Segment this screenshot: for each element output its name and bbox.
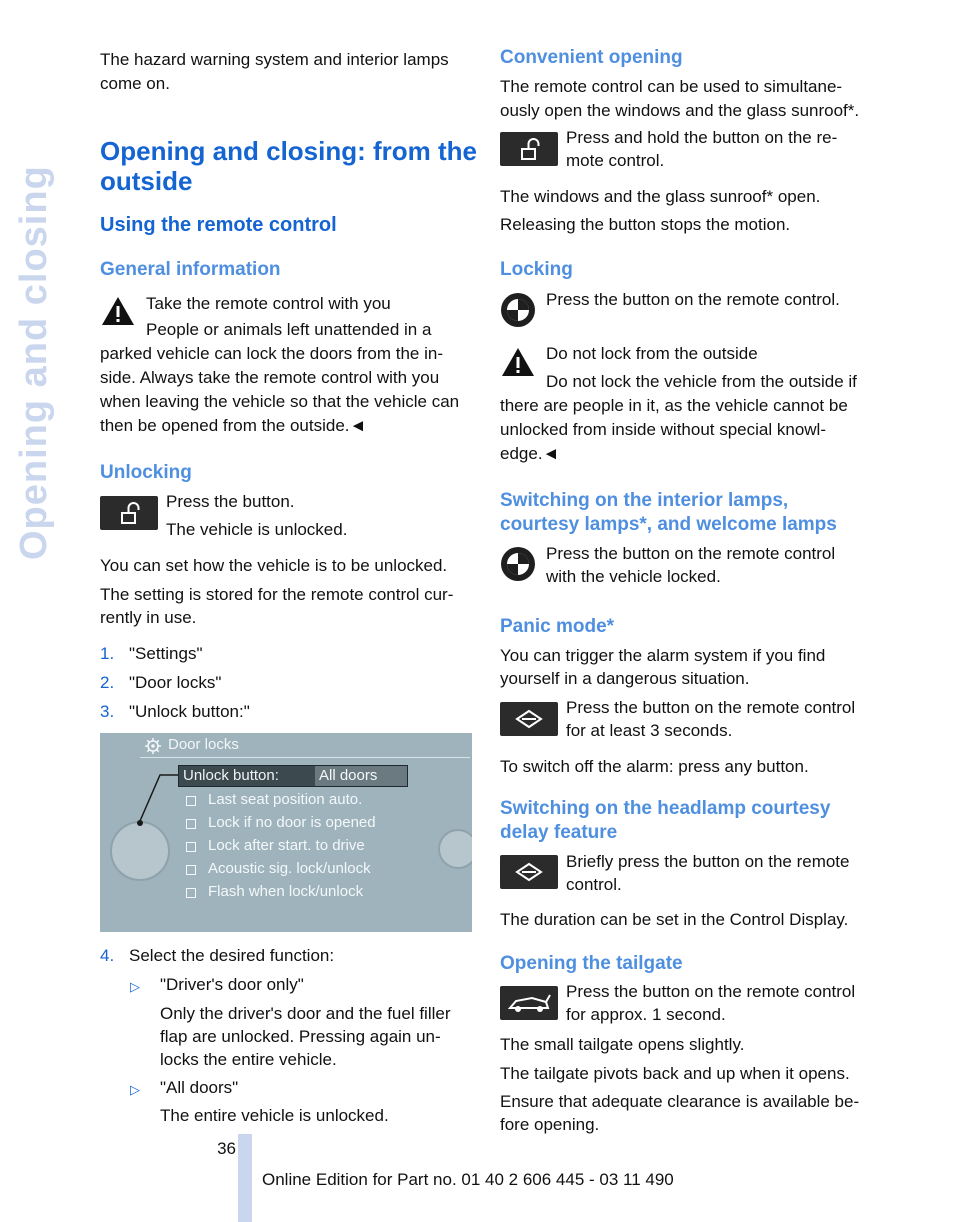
paragraph: side. Always take the remote control with you: [100, 368, 440, 387]
paragraph: edge.◄: [500, 444, 560, 463]
paragraph: locks the entire vehicle.: [160, 1050, 337, 1069]
paragraph: The windows and the glass sunroof* open.: [500, 187, 821, 206]
unlock-icon: [500, 132, 558, 166]
paragraph: People or animals left unattended in a: [146, 320, 432, 339]
list-item: 4. Select the desired function:: [100, 946, 335, 965]
paragraph: unlocked from inside without special knowl-: [500, 420, 826, 439]
paragraph: Press the button on the remote control.: [546, 290, 840, 309]
paragraph: The setting is stored for the remote control cur-: [100, 585, 454, 604]
screen-option: Acoustic sig. lock/unlock: [208, 860, 371, 877]
section-heading: outside: [100, 166, 193, 196]
subheading-headlamp: delay feature: [500, 822, 618, 843]
paragraph: You can trigger the alarm system if you find: [500, 646, 826, 665]
subheading-convenient: Convenient opening: [500, 47, 683, 68]
paragraph: flap are unlocked. Pressing again un-: [160, 1027, 441, 1046]
option-title: "Driver's door only": [160, 975, 304, 994]
paragraph: The small tailgate opens slightly.: [500, 1035, 745, 1054]
list-item: 3. "Unlock button:": [100, 702, 250, 721]
option-title: "All doors": [160, 1078, 239, 1097]
paragraph: there are people in it, as the vehicle cannot be: [500, 396, 848, 415]
callout-line: [100, 733, 472, 932]
footer-edition-text: Online Edition for Part no. 01 40 2 606 445 - 03 11 490: [262, 1170, 674, 1189]
panic-arrows-icon: [500, 702, 558, 736]
paragraph: To switch off the alarm: press any button.: [500, 757, 809, 776]
door-locks-screen-image: [100, 733, 472, 932]
warning-title: Take the remote control with you: [146, 294, 391, 313]
subsection-heading: Using the remote control: [100, 214, 337, 236]
subheading-lamps: courtesy lamps*, and welcome lamps: [500, 514, 837, 535]
paragraph: Briefly press the button on the remote: [566, 852, 850, 871]
paragraph: Only the driver's door and the fuel filler: [160, 1004, 451, 1023]
subheading-headlamp: Switching on the headlamp courtesy: [500, 798, 831, 819]
paragraph: The entire vehicle is unlocked.: [160, 1106, 389, 1125]
paragraph: The duration can be set in the Control Display.: [500, 910, 849, 929]
page-number: 36: [217, 1139, 236, 1158]
warning-title: Do not lock from the outside: [546, 344, 758, 363]
paragraph: for at least 3 seconds.: [566, 721, 733, 740]
bullet-icon: ▷: [130, 1082, 140, 1097]
paragraph: Press the button on the remote control: [566, 698, 856, 717]
paragraph: ously open the windows and the glass sunroof*.: [500, 101, 860, 120]
paragraph: You can set how the vehicle is to be unlocked.: [100, 556, 448, 575]
subheading-general: General information: [100, 259, 281, 280]
paragraph: Press the button on the remote control: [566, 982, 856, 1001]
paragraph: when leaving the vehicle so that the vehicle can: [100, 392, 460, 411]
paragraph: Press and hold the button on the re-: [566, 128, 838, 147]
paragraph: come on.: [100, 74, 170, 93]
subheading-panic: Panic mode*: [500, 616, 615, 637]
subheading-locking: Locking: [500, 259, 573, 280]
screen-option: Lock if no door is opened: [208, 814, 376, 831]
unlock-icon: [100, 496, 158, 530]
paragraph: The vehicle is unlocked.: [166, 520, 348, 539]
subheading-tailgate: Opening the tailgate: [500, 953, 683, 974]
paragraph: Do not lock the vehicle from the outside if: [546, 372, 857, 391]
unlock-button-selector: Unlock button: All doors: [178, 765, 408, 787]
section-heading: Opening and closing: from the: [100, 136, 477, 166]
screen-option: Last seat position auto.: [208, 791, 363, 808]
paragraph: Press the button.: [166, 492, 295, 511]
screen-option: Flash when lock/unlock: [208, 883, 364, 900]
paragraph: fore opening.: [500, 1115, 600, 1134]
paragraph: Press the button on the remote control: [546, 544, 836, 563]
paragraph: for approx. 1 second.: [566, 1005, 726, 1024]
screen-title: Door locks: [168, 736, 239, 753]
side-chapter-title: Opening and closing: [13, 165, 55, 560]
subheading-unlocking: Unlocking: [100, 462, 192, 483]
bmw-logo-icon: [500, 292, 536, 328]
paragraph: Releasing the button stops the motion.: [500, 215, 791, 234]
bmw-logo-icon: [500, 546, 536, 582]
screen-option: Lock after start. to drive: [208, 837, 365, 854]
paragraph: then be opened from the outside.◄: [100, 416, 367, 435]
footer-bar: [238, 1134, 252, 1222]
paragraph: The tailgate pivots back and up when it opens.: [500, 1064, 850, 1083]
list-item: 2. "Door locks": [100, 673, 222, 692]
paragraph: rently in use.: [100, 608, 197, 627]
bullet-icon: ▷: [130, 979, 140, 994]
paragraph: parked vehicle can lock the doors from the in-: [100, 344, 444, 363]
paragraph: yourself in a dangerous situation.: [500, 669, 750, 688]
paragraph: with the vehicle locked.: [546, 567, 721, 586]
paragraph: The remote control can be used to simultane-: [500, 77, 843, 96]
car-tailgate-icon: [500, 986, 558, 1020]
headlamp-arrows-icon: [500, 855, 558, 889]
paragraph: control.: [566, 875, 622, 894]
subheading-lamps: Switching on the interior lamps,: [500, 490, 789, 511]
warning-triangle-icon: [100, 295, 136, 327]
paragraph: Ensure that adequate clearance is available be-: [500, 1092, 860, 1111]
paragraph: The hazard warning system and interior lamps: [100, 50, 449, 69]
warning-triangle-icon: [500, 346, 536, 378]
list-item: 1. "Settings": [100, 644, 203, 663]
paragraph: mote control.: [566, 151, 665, 170]
